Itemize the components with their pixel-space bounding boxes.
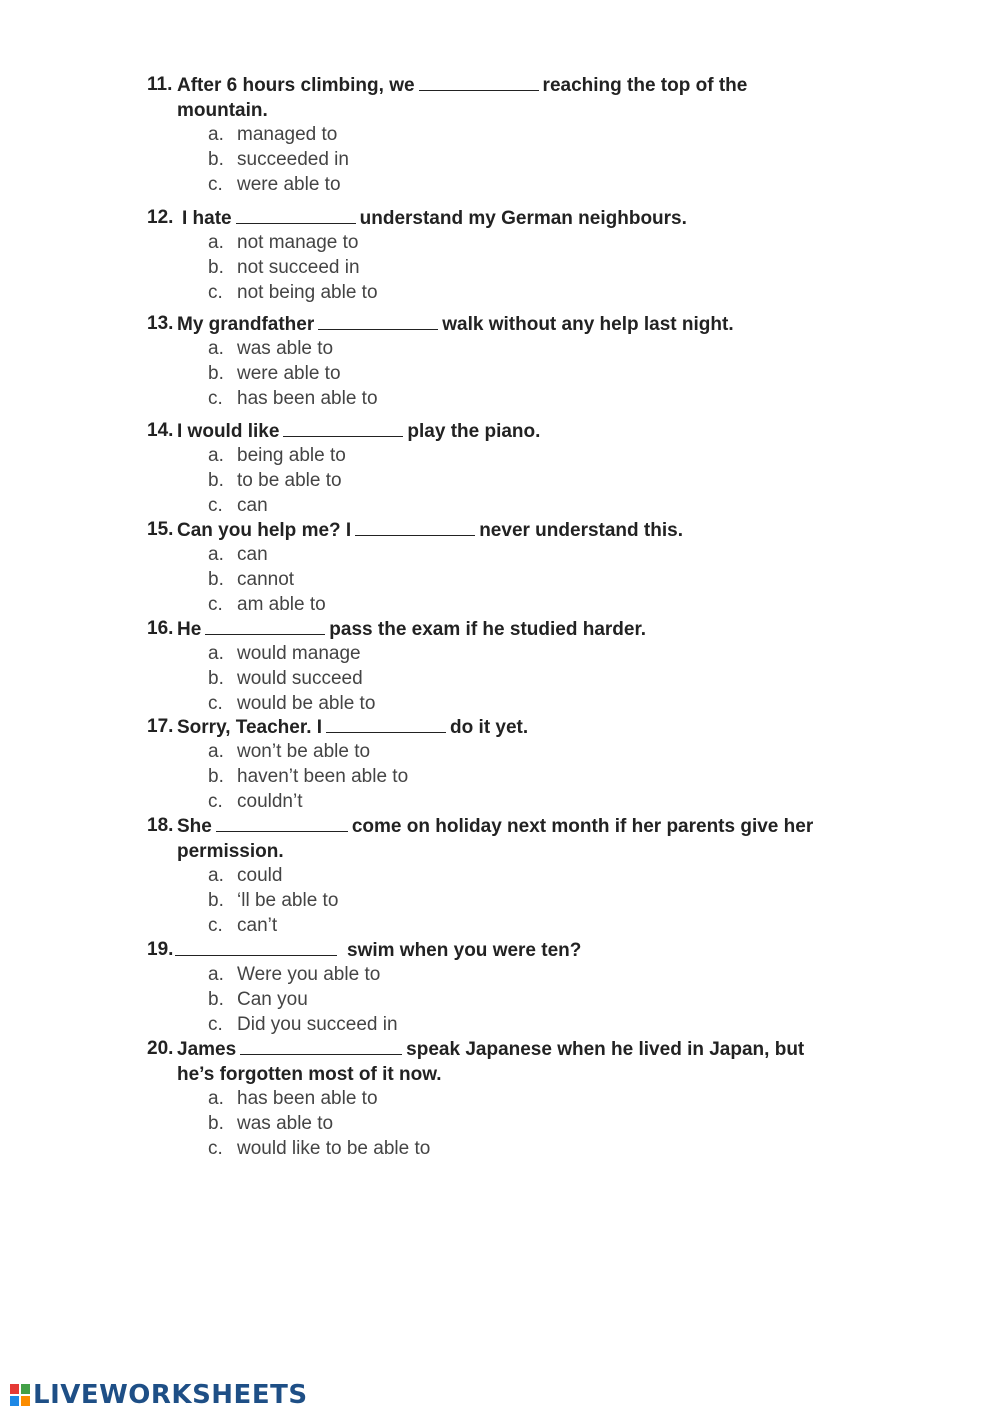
- answer-blank[interactable]: [326, 714, 446, 733]
- answer-blank[interactable]: [419, 72, 539, 91]
- question-text-before: Sorry, Teacher. I: [177, 717, 323, 738]
- options-list: [147, 963, 867, 1037]
- options-list: [147, 740, 867, 814]
- options-list: [147, 444, 867, 518]
- option-a[interactable]: a. Were you able to: [208, 964, 381, 985]
- question-17: [147, 714, 867, 814]
- question-text-after: come on holiday next month if her parents give her: [351, 816, 814, 837]
- brand-name: LIVEWORKSHEETS: [33, 1380, 308, 1410]
- question-11: [147, 72, 867, 197]
- question-text-before: He: [177, 619, 202, 640]
- option-c[interactable]: c. would like to be able to: [208, 1137, 431, 1159]
- option-c[interactable]: c. Did you succeed in: [208, 1013, 398, 1035]
- option-a[interactable]: a. managed to: [208, 124, 338, 145]
- options-list: [147, 1087, 867, 1161]
- question-number: 17.: [147, 716, 174, 737]
- question-text-after: speak Japanese when he lived in Japan, but: [406, 1039, 805, 1060]
- option-a[interactable]: a. being able to: [208, 445, 346, 466]
- option-c[interactable]: c. were able to: [208, 173, 341, 195]
- option-c[interactable]: c. can’t: [208, 914, 278, 936]
- question-text-continuation: he’s forgotten most of it now.: [177, 1064, 442, 1085]
- option-b[interactable]: b. ‘ll be able to: [208, 889, 339, 911]
- option-a[interactable]: a. would manage: [208, 643, 361, 664]
- question-14: [147, 418, 867, 518]
- answer-blank[interactable]: [175, 937, 337, 956]
- question-19: [147, 937, 867, 1037]
- question-text-after: do it yet.: [450, 717, 529, 738]
- question-text-continuation: permission.: [177, 841, 284, 862]
- option-b[interactable]: b. was able to: [208, 1112, 334, 1134]
- option-b[interactable]: b. succeeded in: [208, 148, 349, 170]
- question-text-before: I hate: [182, 208, 232, 229]
- option-b[interactable]: b. haven’t been able to: [208, 765, 409, 787]
- question-text-before: After 6 hours climbing, we: [177, 75, 415, 96]
- question-text-before: James: [177, 1039, 237, 1060]
- question-15: [147, 517, 867, 617]
- question-18: [147, 813, 867, 938]
- option-b[interactable]: b. cannot: [208, 568, 295, 590]
- option-a[interactable]: a. could: [208, 865, 283, 886]
- option-b[interactable]: b. not succeed in: [208, 256, 360, 278]
- question-text-before: I would like: [177, 421, 280, 442]
- option-a[interactable]: a. can: [208, 544, 268, 565]
- options-list: [147, 543, 867, 617]
- answer-blank[interactable]: [236, 205, 356, 224]
- question-13: [147, 311, 867, 411]
- answer-blank[interactable]: [355, 517, 475, 536]
- option-c[interactable]: c. couldn’t: [208, 790, 303, 812]
- option-c[interactable]: c. would be able to: [208, 692, 376, 714]
- question-number: 12.: [147, 207, 174, 228]
- option-b[interactable]: b. were able to: [208, 362, 341, 384]
- question-number: 14.: [147, 420, 174, 441]
- question-text-after: understand my German neighbours.: [359, 208, 687, 229]
- question-12: [147, 205, 867, 305]
- question-text-after: swim when you were ten?: [347, 940, 582, 961]
- answer-blank[interactable]: [216, 813, 348, 832]
- options-list: [147, 231, 867, 305]
- question-number: 11.: [147, 74, 173, 95]
- question-text-after: never understand this.: [479, 520, 683, 541]
- question-number: 13.: [147, 313, 174, 334]
- question-number: 19.: [147, 939, 174, 960]
- options-list: [147, 337, 867, 411]
- option-c[interactable]: c. can: [208, 494, 268, 516]
- answer-blank[interactable]: [240, 1036, 402, 1055]
- option-a[interactable]: a. won’t be able to: [208, 741, 371, 762]
- question-number: 15.: [147, 519, 174, 540]
- question-text-after: reaching the top of the: [542, 75, 748, 96]
- question-number: 16.: [147, 618, 174, 639]
- question-text-continuation: mountain.: [177, 100, 268, 121]
- question-text-before: My grandfather: [177, 314, 315, 335]
- option-b[interactable]: b. to be able to: [208, 469, 342, 491]
- question-text-before: She: [177, 816, 212, 837]
- option-c[interactable]: c. am able to: [208, 593, 326, 615]
- option-a[interactable]: a. was able to: [208, 338, 334, 359]
- option-b[interactable]: b. would succeed: [208, 667, 363, 689]
- answer-blank[interactable]: [318, 311, 438, 330]
- liveworksheets-logo-icon: [10, 1384, 30, 1406]
- option-b[interactable]: b. Can you: [208, 988, 308, 1010]
- option-a[interactable]: a. has been able to: [208, 1088, 378, 1109]
- question-text-after: walk without any help last night.: [442, 314, 734, 335]
- answer-blank[interactable]: [205, 616, 325, 635]
- question-20: [147, 1036, 867, 1161]
- answer-blank[interactable]: [283, 418, 403, 437]
- options-list: [147, 864, 867, 938]
- options-list: [147, 642, 867, 716]
- option-a[interactable]: a. not manage to: [208, 232, 359, 253]
- option-c[interactable]: c. has been able to: [208, 387, 378, 409]
- question-text-after: pass the exam if he studied harder.: [329, 619, 647, 640]
- question-number: 20.: [147, 1038, 174, 1059]
- question-number: 18.: [147, 815, 174, 836]
- footer-brand[interactable]: [10, 1380, 308, 1410]
- options-list: [147, 123, 867, 197]
- question-text-after: play the piano.: [407, 421, 541, 442]
- question-text-before: Can you help me? I: [177, 520, 352, 541]
- option-c[interactable]: c. not being able to: [208, 281, 378, 303]
- question-16: [147, 616, 867, 716]
